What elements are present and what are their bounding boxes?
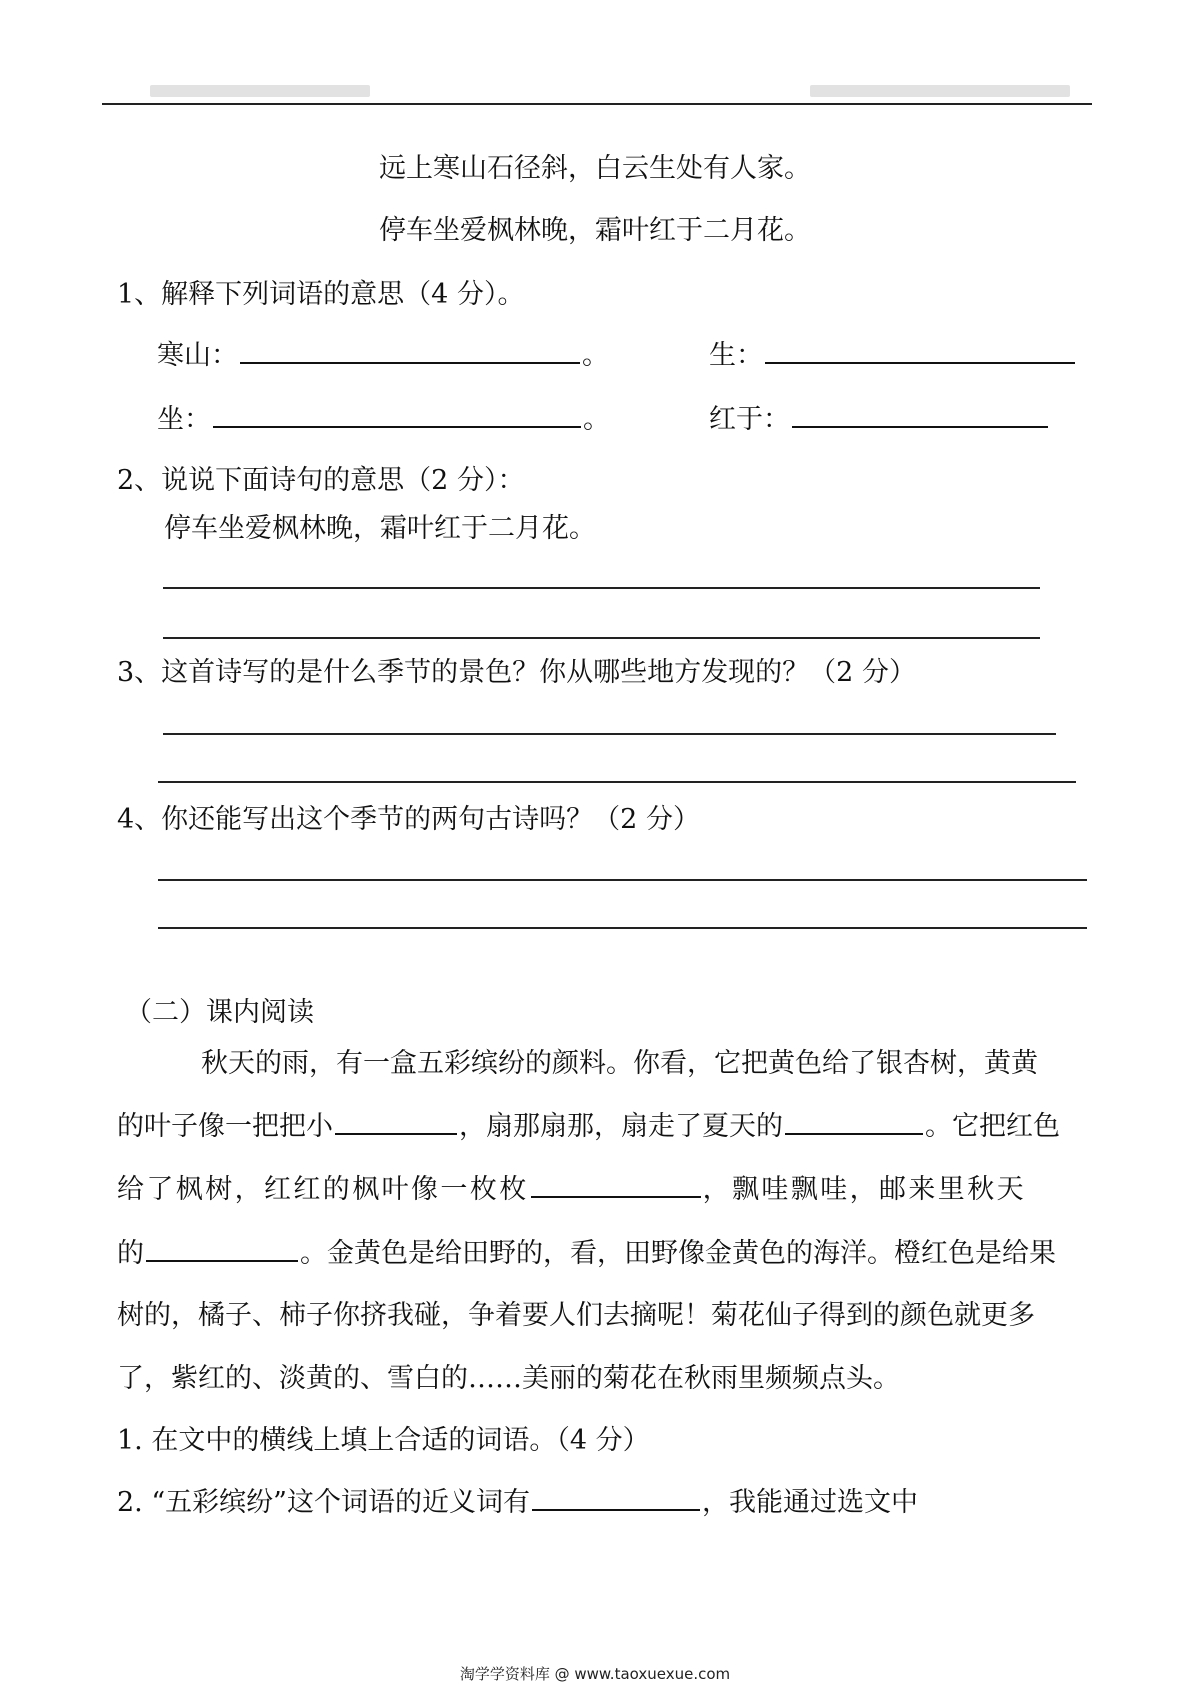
q1-term-sheng [709,342,1077,369]
q2-title: 2、说说下面诗句的意思（2 分）： [117,465,525,496]
answer-line[interactable] [163,637,1040,639]
q1-term-sheng-label: 生： [709,340,763,371]
section2-q2 [117,1489,918,1516]
q1-term-hongyu [709,406,1050,433]
answer-line[interactable] [163,733,1056,735]
section2-heading: （二）课内阅读 [125,997,314,1028]
answer-blank[interactable] [765,358,1075,364]
q1-term-period: 。 [583,404,610,435]
passage-line-2 [117,1113,1060,1140]
answer-line[interactable] [158,927,1087,929]
passage-text: 的 [117,1238,144,1269]
footer-watermark: 淘学学资料库 @ www.taoxuexue.com [459,1665,731,1683]
fill-blank[interactable] [532,1505,700,1511]
q1-term-period: 。 [582,340,609,371]
header-right-faded [810,85,1070,97]
fill-blank[interactable] [531,1192,701,1198]
passage-line-1: 秋天的雨，有一盒五彩缤纷的颜料。你看，它把黄色给了银杏树，黄黄 [201,1048,1038,1079]
answer-blank[interactable] [213,422,581,428]
answer-blank[interactable] [792,422,1048,428]
passage-line-4 [117,1240,1056,1267]
q1-term-zuo-label: 坐： [157,404,211,435]
poem-line-1: 远上寒山石径斜，白云生处有人家。 [379,153,811,184]
section2-q1: 1. 在文中的横线上填上合适的词语。（4 分） [117,1425,650,1456]
q2-quote: 停车坐爱枫林晚，霜叶红于二月花。 [164,513,596,544]
passage-line-5: 树的，橘子、柿子你挤我碰，争着要人们去摘呢！菊花仙子得到的颜色就更多 [117,1300,1035,1331]
q1-term-hongyu-label: 红于： [709,404,790,435]
fill-blank[interactable] [146,1256,298,1262]
header-left-faded [150,85,370,97]
q1-title: 1、解释下列词语的意思（4 分）。 [117,279,525,310]
answer-line[interactable] [158,879,1087,881]
passage-text: ，我能通过选文中 [701,1487,918,1518]
fill-blank[interactable] [335,1129,457,1135]
passage-text: 2. “五彩缤纷”这个词语的近义词有 [117,1487,530,1518]
q4-title: 4、你还能写出这个季节的两句古诗吗？（2 分） [117,804,700,835]
passage-line-3 [117,1176,1026,1203]
q3-title: 3、这首诗写的是什么季节的景色？你从哪些地方发现的？（2 分） [117,657,916,688]
answer-blank[interactable] [240,358,580,364]
answer-line[interactable] [163,587,1040,589]
passage-text: 的叶子像一把把小 [117,1111,333,1142]
header-rule [102,103,1092,105]
fill-blank[interactable] [785,1129,923,1135]
passage-text: ，飘哇飘哇，邮来里秋天 [702,1174,1027,1205]
poem-line-2: 停车坐爱枫林晚，霜叶红于二月花。 [379,215,811,246]
q1-term-hanshan-label: 寒山： [157,340,238,371]
passage-line-6: 了，紫红的、淡黄的、雪白的……美丽的菊花在秋雨里频频点头。 [117,1363,900,1394]
passage-text: 。它把红色 [925,1111,1060,1142]
passage-text: ，扇那扇那，扇走了夏天的 [459,1111,783,1142]
passage-text: 。金黄色是给田野的，看，田野像金黄色的海洋。橙红色是给果 [300,1238,1056,1269]
passage-text: 给了枫树，红红的枫叶像一枚枚 [117,1174,529,1205]
answer-line[interactable] [158,781,1076,783]
q1-term-hanshan [157,342,609,369]
q1-term-zuo [157,406,610,433]
